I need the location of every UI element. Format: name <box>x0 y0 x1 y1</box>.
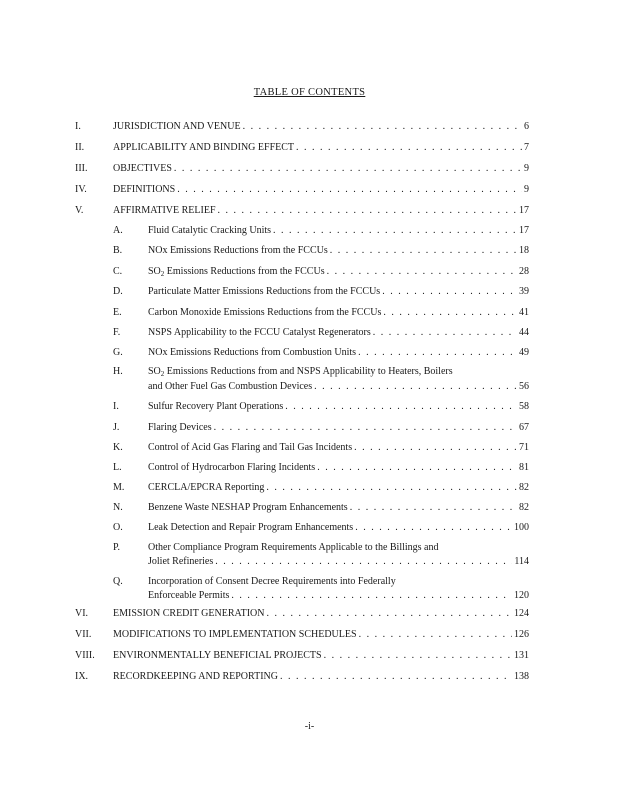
leader-dots <box>355 521 512 534</box>
toc-page: 67 <box>519 422 529 433</box>
toc-label: Leak Detection and Repair Program Enhancements <box>148 522 354 533</box>
toc-number: M. <box>113 482 125 493</box>
leader-dots <box>382 285 517 298</box>
subscript: 2 <box>160 270 165 278</box>
toc-number: V. <box>75 205 84 216</box>
toc-page: 81 <box>519 462 529 473</box>
toc-label: Fluid Catalytic Cracking Units <box>148 225 272 236</box>
toc-page: 9 <box>524 184 529 195</box>
toc-label-line2: Enforceable Permits <box>148 590 230 601</box>
toc-label: RECORDKEEPING AND REPORTING <box>113 671 278 682</box>
toc-number: L. <box>113 462 122 473</box>
leader-dots <box>218 204 517 217</box>
toc-label-pre: SO <box>148 266 161 277</box>
toc-number: K. <box>113 442 123 453</box>
leader-dots <box>285 400 517 413</box>
toc-label-line1 <box>148 365 453 379</box>
toc-label-line2: and Other Fuel Gas Combustion Devices <box>148 381 313 392</box>
toc-number: B. <box>113 245 123 256</box>
toc-label-pre: SO <box>148 366 161 377</box>
page-title: TABLE OF CONTENTS <box>253 87 366 98</box>
toc-label: Sulfur Recovery Plant Operations <box>148 401 284 412</box>
toc-label: EMISSION CREDIT GENERATION <box>113 608 265 619</box>
toc-label: Control of Hydrocarbon Flaring Incidents <box>148 462 316 473</box>
toc-page: 56 <box>519 381 529 392</box>
toc-number: I. <box>75 121 81 132</box>
toc-label-post: Emissions Reductions from and NSPS Applicability to Heaters, Boilers <box>164 366 453 377</box>
toc-number: VII. <box>75 629 92 640</box>
toc-label: OBJECTIVES <box>113 163 172 174</box>
leader-dots <box>317 461 517 474</box>
toc-label-line1: Other Compliance Program Requirements Applicable to the Billings and <box>148 542 439 553</box>
leader-dots <box>266 607 512 620</box>
toc-number: A. <box>113 225 123 236</box>
toc-label-line1: Incorporation of Consent Decree Requirements into Federally <box>148 576 396 587</box>
toc-label: Particulate Matter Emissions Reductions from the FCCUs <box>148 286 381 297</box>
toc-page: 39 <box>519 286 529 297</box>
toc-page: 28 <box>519 266 529 277</box>
leader-dots <box>354 441 517 454</box>
leader-dots <box>231 589 512 602</box>
toc-number: C. <box>113 266 123 277</box>
toc-label: NSPS Applicability to the FCCU Catalyst Regenerators <box>148 327 371 338</box>
toc-label-post: Emissions Reductions from the FCCUs <box>164 266 325 277</box>
toc-label: APPLICABILITY AND BINDING EFFECT <box>113 142 295 153</box>
toc-page: 49 <box>519 347 529 358</box>
toc-page: 124 <box>514 608 529 619</box>
toc-page: 17 <box>519 225 529 236</box>
toc-page: 6 <box>524 121 529 132</box>
leader-dots <box>177 183 522 196</box>
toc-number: VIII. <box>75 650 95 661</box>
leader-dots <box>243 120 522 133</box>
toc-number: I. <box>113 401 119 412</box>
toc-label: CERCLA/EPCRA Reporting <box>148 482 265 493</box>
toc-number: H. <box>113 366 123 377</box>
page-number-footer: -i- <box>304 721 315 732</box>
leader-dots <box>215 555 512 568</box>
subscript: 2 <box>160 370 165 378</box>
toc-number: IX. <box>75 671 89 682</box>
toc-page: 120 <box>514 590 529 601</box>
toc-number: P. <box>113 542 120 553</box>
toc-number: O. <box>113 522 123 533</box>
toc-number: D. <box>113 286 123 297</box>
toc-label: ENVIRONMENTALLY BENEFICIAL PROJECTS <box>113 650 322 661</box>
leader-dots <box>214 421 517 434</box>
toc-number: Q. <box>113 576 123 587</box>
toc-page: 7 <box>524 142 529 153</box>
toc-label: JURISDICTION AND VENUE <box>113 121 241 132</box>
leader-dots <box>330 244 517 257</box>
toc-page: 131 <box>514 650 529 661</box>
toc-number: VI. <box>75 608 89 619</box>
leader-dots <box>266 481 517 494</box>
toc-page: 41 <box>519 307 529 318</box>
toc-label <box>148 265 325 279</box>
toc-label: Carbon Monoxide Emissions Reductions from the FCCUs <box>148 307 382 318</box>
toc-page: 9 <box>524 163 529 174</box>
toc-label: Benzene Waste NESHAP Program Enhancements <box>148 502 348 513</box>
leader-dots <box>296 141 522 154</box>
toc-label-line2: Joliet Refineries <box>148 556 214 567</box>
toc-page: 44 <box>519 327 529 338</box>
leader-dots <box>324 649 512 662</box>
toc-page: 58 <box>519 401 529 412</box>
toc-number: III. <box>75 163 88 174</box>
toc-number: J. <box>113 422 120 433</box>
toc-number: IV. <box>75 184 87 195</box>
toc-label: NOx Emissions Reductions from the FCCUs <box>148 245 328 256</box>
toc-page: 114 <box>514 556 529 567</box>
toc-number: II. <box>75 142 85 153</box>
toc-number: E. <box>113 307 122 318</box>
leader-dots <box>327 265 517 278</box>
toc-number: F. <box>113 327 121 338</box>
toc-label: Flaring Devices <box>148 422 212 433</box>
leader-dots <box>174 162 522 175</box>
toc-number: N. <box>113 502 123 513</box>
toc-page: 71 <box>519 442 529 453</box>
toc-page: 82 <box>519 482 529 493</box>
leader-dots <box>359 628 512 641</box>
toc-label: AFFIRMATIVE RELIEF <box>113 205 216 216</box>
leader-dots <box>350 501 517 514</box>
toc-label: MODIFICATIONS TO IMPLEMENTATION SCHEDULES <box>113 629 357 640</box>
toc-page: 17 <box>519 205 529 216</box>
toc-page: 100 <box>514 522 529 533</box>
toc-label: NOx Emissions Reductions from Combustion Units <box>148 347 357 358</box>
toc-page: 138 <box>514 671 529 682</box>
toc-page: 82 <box>519 502 529 513</box>
leader-dots <box>273 224 517 237</box>
leader-dots <box>358 346 517 359</box>
leader-dots <box>383 306 517 319</box>
toc-label: DEFINITIONS <box>113 184 176 195</box>
leader-dots <box>373 326 517 339</box>
toc-page: 126 <box>514 629 529 640</box>
toc-label: Control of Acid Gas Flaring and Tail Gas Incidents <box>148 442 353 453</box>
toc-number: G. <box>113 347 123 358</box>
leader-dots <box>280 670 512 683</box>
leader-dots <box>314 380 517 393</box>
toc-page: 18 <box>519 245 529 256</box>
